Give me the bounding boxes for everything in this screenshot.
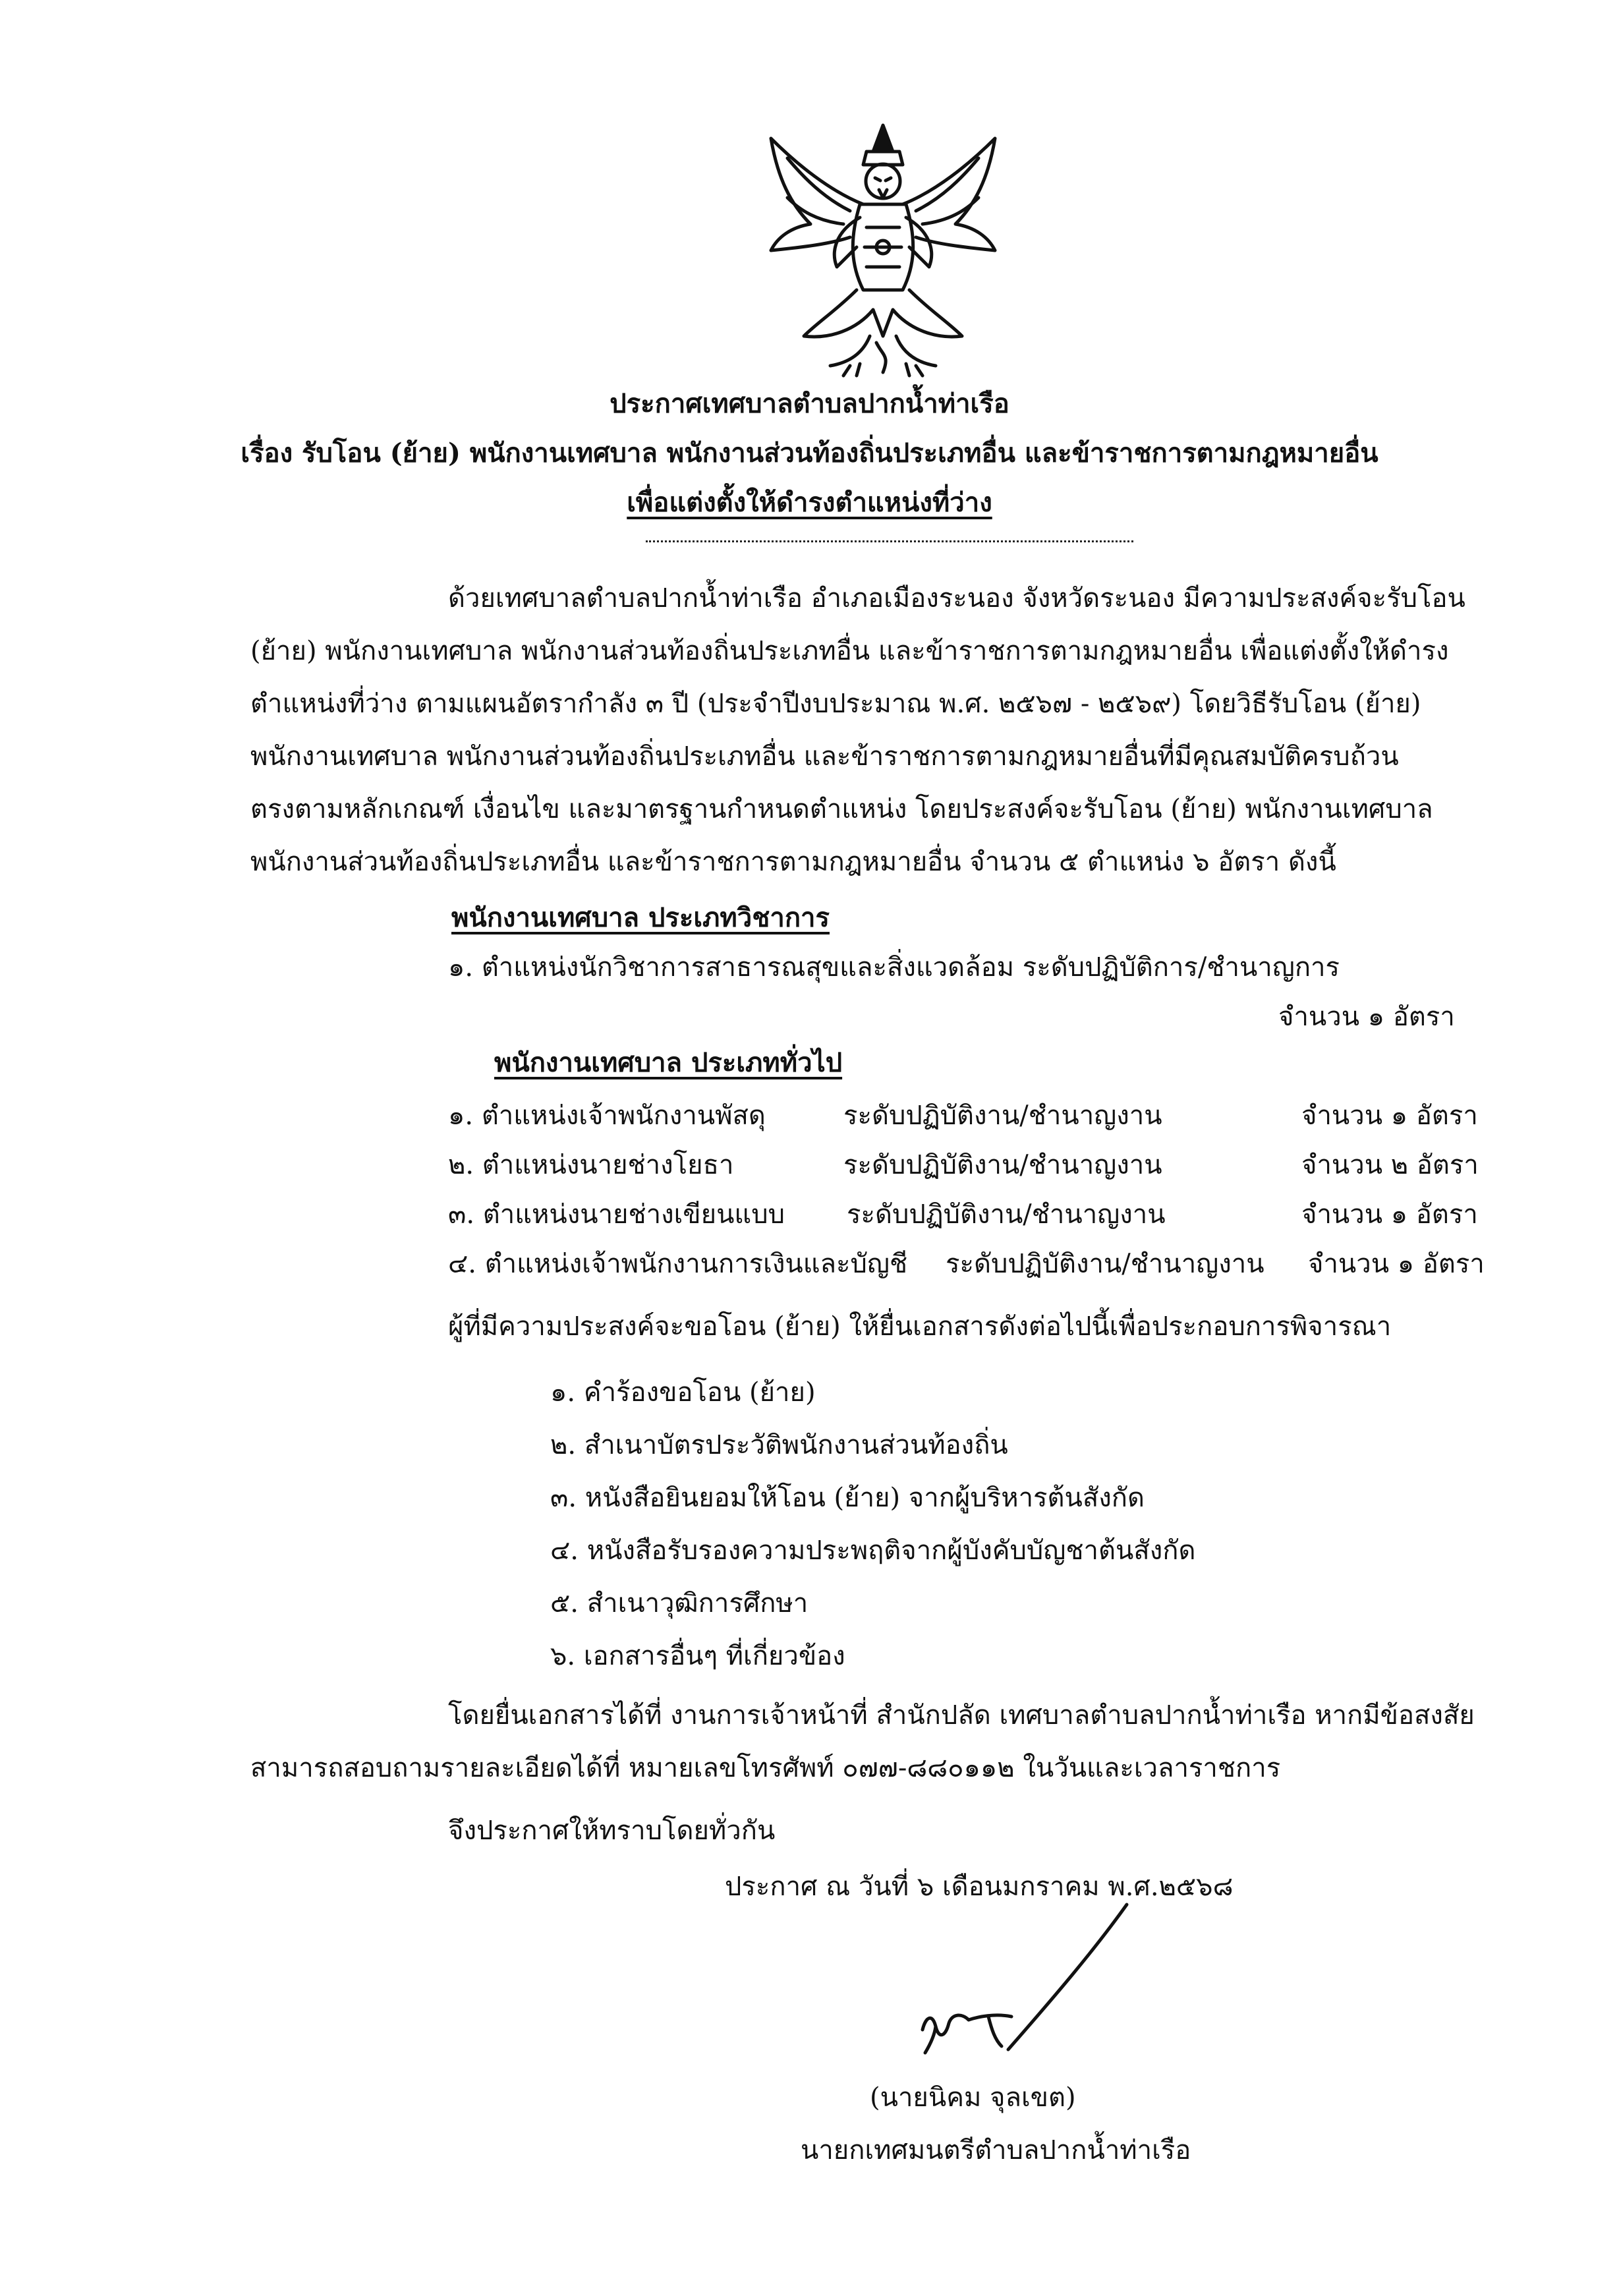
closing-statement: จึงประกาศให้ทราบโดยทั่วกัน bbox=[448, 1816, 776, 1846]
contact-line-1: โดยยื่นเอกสารได้ที่ งานการเจ้าหน้าที่ สำนักปลัด เทศบาลตำบลปากน้ำท่าเรือ หากมีข้อสงสัย bbox=[448, 1700, 1475, 1731]
handwritten-signature bbox=[896, 1898, 1133, 2069]
general-row-4-position: ๔. ตำแหน่งเจ้าพนักงานการเงินและบัญชี bbox=[448, 1249, 908, 1279]
document-item-5: ๕. สำเนาวุฒิการศึกษา bbox=[550, 1588, 809, 1619]
garuda-emblem-icon bbox=[751, 112, 1015, 382]
general-row-3-position: ๓. ตำแหน่งนายช่างเขียนแบบ bbox=[448, 1199, 785, 1230]
subject-line-1: เรื่อง รับโอน (ย้าย) พนักงานเทศบาล พนักงานส่วนท้องถิ่นประเภทอื่น และข้าราชการตามกฎหมายอื่น bbox=[241, 438, 1378, 469]
general-row-1-count: จำนวน ๑ อัตรา bbox=[1301, 1101, 1478, 1131]
document-item-2: ๒. สำเนาบัตรประวัติพนักงานส่วนท้องถิ่น bbox=[550, 1430, 1008, 1460]
paragraph-line-4: พนักงานเทศบาล พนักงานส่วนท้องถิ่นประเภทอื่น และข้าราชการตามกฎหมายอื่นที่มีคุณสมบัติครบถ้วน bbox=[250, 741, 1399, 772]
document-item-6: ๖. เอกสารอื่นๆ ที่เกี่ยวข้อง bbox=[550, 1641, 845, 1671]
general-row-1-level: ระดับปฏิบัติงาน/ชำนาญงาน bbox=[843, 1101, 1162, 1131]
document-item-4: ๔. หนังสือรับรองความประพฤติจากผู้บังคับบัญชาต้นสังกัด bbox=[550, 1535, 1196, 1566]
subject-line-2: เพื่อแต่งตั้งให้ดำรงตำแหน่งที่ว่าง bbox=[627, 487, 992, 518]
paragraph-line-5: ตรงตามหลักเกณฑ์ เงื่อนไข และมาตรฐานกำหนดตำแหน่ง โดยประสงค์จะรับโอน (ย้าย) พนักงานเทศบาล bbox=[250, 794, 1433, 824]
signatory-title: นายกเทศมนตรีตำบลปากน้ำท่าเรือ bbox=[801, 2135, 1191, 2166]
general-row-4-level: ระดับปฏิบัติงาน/ชำนาญงาน bbox=[946, 1249, 1264, 1279]
paragraph-line-6: พนักงานส่วนท้องถิ่นประเภทอื่น และข้าราชการตามกฎหมายอื่น จำนวน ๕ ตำแหน่ง ๖ อัตรา ดังนี้ bbox=[250, 847, 1336, 877]
announcement-date: ประกาศ ณ วันที่ ๖ เดือนมกราคม พ.ศ.๒๕๖๘ bbox=[725, 1872, 1234, 1902]
academic-item-1: ๑. ตำแหน่งนักวิชาการสาธารณสุขและสิ่งแวดล้อม ระดับปฏิบัติการ/ชำนาญการ bbox=[448, 952, 1340, 983]
paragraph-line-3: ตำแหน่งที่ว่าง ตามแผนอัตรากำลัง ๓ ปี (ประจำปีงบประมาณ พ.ศ. ๒๕๖๗ - ๒๕๖๙) โดยวิธีรับโอน (ย้าย) bbox=[250, 689, 1421, 719]
general-heading: พนักงานเทศบาล ประเภททั่วไป bbox=[494, 1047, 843, 1078]
academic-heading: พนักงานเทศบาล ประเภทวิชาการ bbox=[451, 902, 830, 933]
separator-dots bbox=[646, 540, 1133, 542]
paragraph-line-1: ด้วยเทศบาลตำบลปากน้ำท่าเรือ อำเภอเมืองระนอง จังหวัดระนอง มีความประสงค์จะรับโอน bbox=[448, 583, 1465, 614]
general-row-2-position: ๒. ตำแหน่งนายช่างโยธา bbox=[448, 1150, 734, 1180]
paragraph-line-2: (ย้าย) พนักงานเทศบาล พนักงานส่วนท้องถิ่นประเภทอื่น และข้าราชการตามกฎหมายอื่น เพื่อแต่งตั้งให้ดำรง bbox=[250, 636, 1449, 666]
document-item-1: ๑. คำร้องขอโอน (ย้าย) bbox=[550, 1377, 816, 1408]
general-row-2-count: จำนวน ๒ อัตรา bbox=[1301, 1150, 1479, 1180]
signatory-name: (นายนิคม จุลเขต) bbox=[870, 2082, 1076, 2113]
general-row-1-position: ๑. ตำแหน่งเจ้าพนักงานพัสดุ bbox=[448, 1101, 766, 1131]
announcement-title: ประกาศเทศบาลตำบลปากน้ำท่าเรือ bbox=[610, 388, 1009, 419]
general-row-3-level: ระดับปฏิบัติงาน/ชำนาญงาน bbox=[847, 1199, 1166, 1230]
general-row-2-level: ระดับปฏิบัติงาน/ชำนาญงาน bbox=[843, 1150, 1162, 1180]
document-item-3: ๓. หนังสือยินยอมให้โอน (ย้าย) จากผู้บริหารต้นสังกัด bbox=[550, 1483, 1145, 1513]
contact-line-2: สามารถสอบถามรายละเอียดได้ที่ หมายเลขโทรศัพท์ ๐๗๗-๘๘๐๑๑๒ ในวันและเวลาราชการ bbox=[250, 1753, 1281, 1783]
academic-item-1-count: จำนวน ๑ อัตรา bbox=[1278, 1002, 1455, 1032]
general-row-3-count: จำนวน ๑ อัตรา bbox=[1301, 1199, 1478, 1230]
general-row-4-count: จำนวน ๑ อัตรา bbox=[1308, 1249, 1485, 1279]
documents-intro: ผู้ที่มีความประสงค์จะขอโอน (ย้าย) ให้ยื่นเอกสารดังต่อไปนี้เพื่อประกอบการพิจารณา bbox=[448, 1311, 1392, 1342]
